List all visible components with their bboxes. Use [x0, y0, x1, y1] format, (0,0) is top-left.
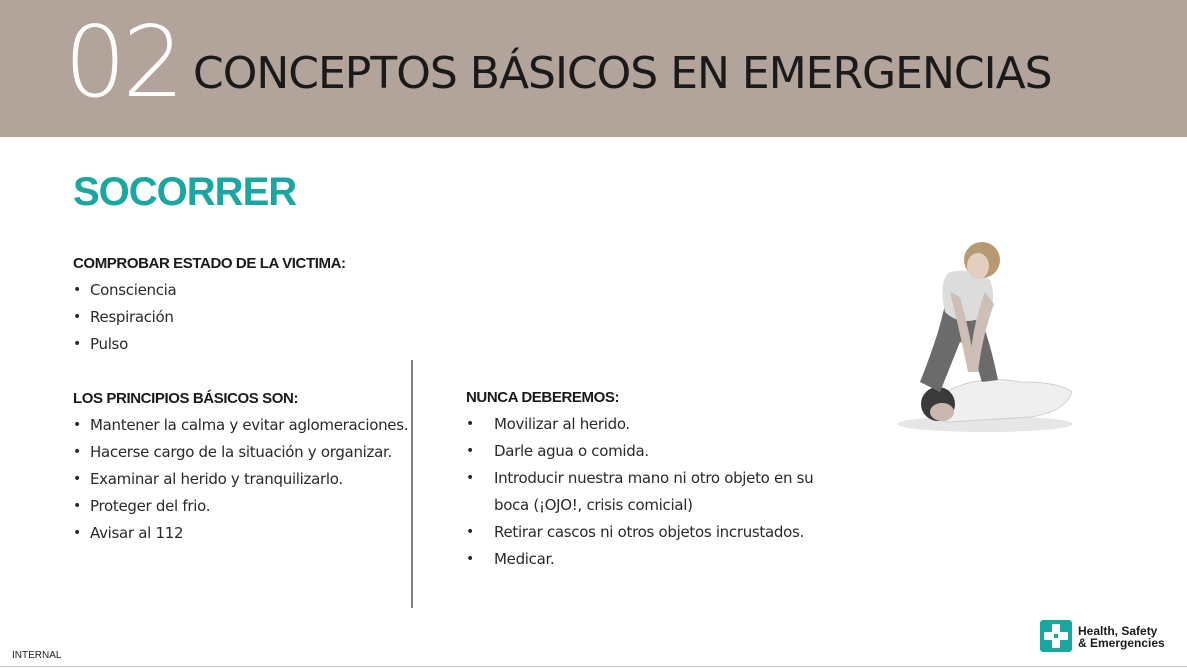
page-subtitle: SOCORRER	[73, 170, 297, 214]
list-item: • Mantener la calma y evitar aglomeraciones.	[73, 412, 408, 439]
list-item: • Examinar al herido y tranquilizarlo.	[73, 466, 408, 493]
list-item: • Avisar al 112	[73, 520, 408, 547]
never-list	[466, 411, 836, 573]
list-item: • Hacerse cargo de la situación y organizar.	[73, 439, 408, 466]
list-item: • Proteger del frio.	[73, 493, 408, 520]
section-number: 02	[64, 6, 181, 120]
logo-line-1: Health, Safety	[1078, 624, 1158, 638]
list-item: • Movilizar al herido.	[466, 411, 836, 438]
list-item: • Introducir nuestra mano ni otro objeto en su boca (¡OJO!, crisis comicial)	[466, 465, 836, 519]
list-item: • Respiración	[73, 304, 176, 331]
header-band	[0, 0, 1187, 137]
logo-text	[1078, 625, 1165, 649]
hse-logo	[1040, 620, 1180, 656]
list-item: • Pulso	[73, 331, 176, 358]
list-item: • Retirar cascos ni otros objetos incrustados.	[466, 519, 836, 546]
list-item: • Medicar.	[466, 546, 836, 573]
section-title: CONCEPTOS BÁSICOS EN EMERGENCIAS	[193, 48, 1052, 99]
classification-label: INTERNAL	[12, 650, 62, 661]
list-item: • Consciencia	[73, 277, 176, 304]
principles-list	[73, 412, 408, 547]
list-item: • Darle agua o comida.	[466, 438, 836, 465]
principles-heading: LOS PRINCIPIOS BÁSICOS SON:	[73, 390, 299, 407]
column-divider	[411, 360, 413, 608]
bottom-rule	[0, 666, 1187, 667]
cpr-photo	[890, 232, 1080, 442]
check-victim-heading: COMPROBAR ESTADO DE LA VICTIMA:	[73, 255, 346, 272]
check-victim-list	[73, 277, 176, 358]
never-heading: NUNCA DEBEREMOS:	[466, 389, 620, 406]
logo-line-2: & Emergencies	[1078, 636, 1165, 650]
medical-cross-icon	[1040, 620, 1072, 652]
